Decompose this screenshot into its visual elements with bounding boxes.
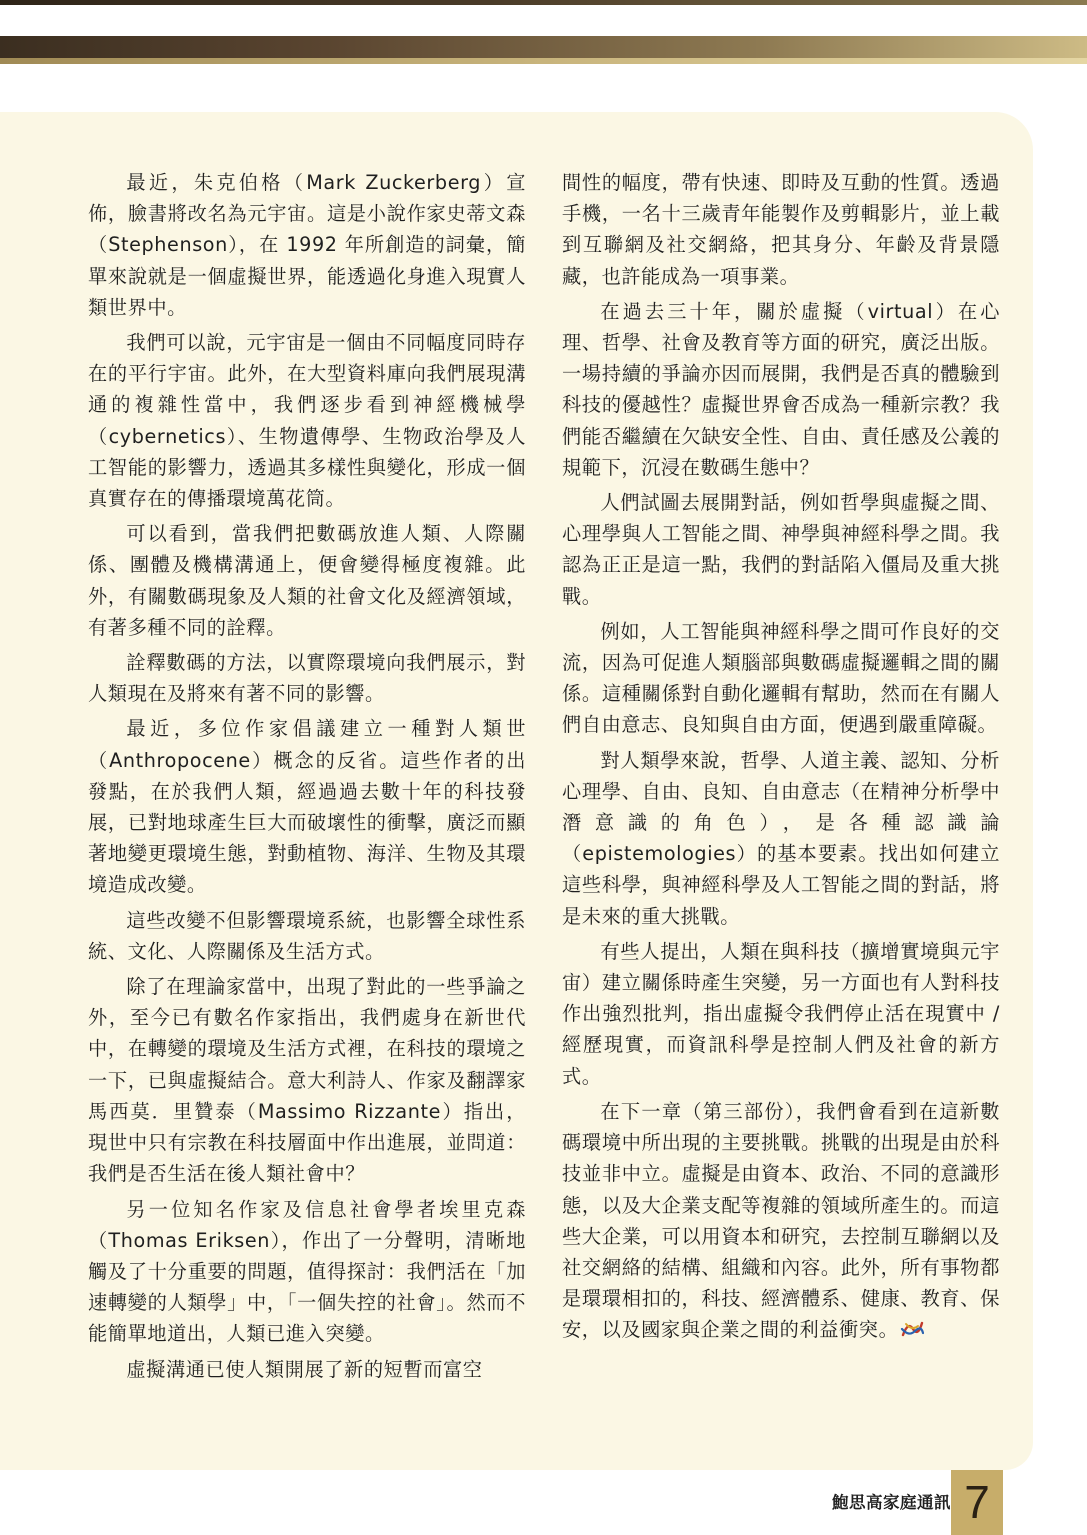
end-ornament-icon [900,1319,924,1339]
paragraph: 我們可以說，元宇宙是一個由不同幅度同時存在的平行宇宙。此外，在大型資料庫向我們展現溝通的複雜性當中，我們逐步看到神經機械學（cybernetics）、生物遺傳學、生物政治學及人工智能的影響力，透過其多樣性與變化，形成一個真實存在的傳播環境萬花筒。 [88,331,526,511]
paragraph: 這些改變不但影響環境系統，也影響全球性系統、文化、人際關係及生活方式。 [88,908,526,963]
paragraph: 除了在理論家當中，出現了對此的一些爭論之外，至今已有數名作家指出，我們處身在新世代中，在轉變的環境及生活方式裡，在科技的環境之一下，已與虛擬結合。意大利詩人、作家及翻譯家馬西莫．里贊泰（Massimo Rizzante）指出，現世中只有宗教在科技層面中作出進展，並問道：我們是否生活在後人類社會中？ [88,975,526,1186]
paragraph: 人們試圖去展開對話，例如哲學與虛擬之間、心理學與人工智能之間、神學與神經科學之間。我認為正正是這一點，我們的對話陷入僵局及重大挑戰。 [562,491,1000,608]
paragraph: 有些人提出，人類在與科技（擴增實境與元宇宙）建立關係時產生突變，另一方面也有人對科技作出強烈批判，指出虛擬令我們停止活在現實中 / 經歷現實，而資訊科學是控制人們及社會的新方式。 [562,939,1000,1088]
page-number: 7 [951,1470,1003,1535]
paragraph: 對人類學來說，哲學、人道主義、認知、分析心理學、自由、良知、自由意志（在精神分析學中潛意識的角色），是各種認識論（epistemologies）的基本要素。找出如何建立這些科學，與神經科學及人工智能之間的對話，將是未來的重大挑戰。 [562,748,1000,928]
article-column-right [562,167,1000,1350]
header-band [0,0,1087,70]
header-band-gold-edge [0,58,1087,64]
paragraph-last [562,1096,1000,1346]
paragraph: 可以看到，當我們把數碼放進人類、人際關係、團體及機構溝通上，便會變得極度複雜。此外，有關數碼現象及人類的社會文化及經濟領域，有著多種不同的詮釋。 [88,522,526,639]
paragraph: 詮釋數碼的方法，以實際環境向我們展示，對人類現在及將來有著不同的影響。 [88,651,526,706]
paragraph: 虛擬溝通已使人類開展了新的短暫而富空 [126,1357,483,1381]
paragraph: 例如，人工智能與神經科學之間可作良好的交流，因為可促進人類腦部與數碼虛擬邏輯之間的關係。這種關係對自動化邏輯有幫助，然而在有關人們自由意志、良知與自由方面，便遇到嚴重障礙。 [562,619,1000,737]
paragraph: 在過去三十年，關於虛擬（virtual）在心理、哲學、社會及教育等方面的研究，廣泛出版。一場持續的爭論亦因而展開，我們是否真的體驗到科技的優越性？虛擬世界會否成為一種新宗教？我們能否繼續在欠缺安全性、自由、責任感及公義的規範下，沉浸在數碼生態中？ [562,299,1000,479]
paragraph: 最近，朱克伯格（Mark Zuckerberg）宣佈，臉書將改名為元宇宙。這是小說作家史蒂文森（Stephenson），在 1992 年所創造的詞彙，簡單來說就是一個虛擬世界，能透過化身進入現實人類世界中。 [88,171,526,319]
header-band-strip [0,36,1087,58]
paragraph: 最近，多位作家倡議建立一種對人類世（Anthropocene）概念的反省。這些作者的出發點，在於我們人類，經過過去數十年的科技發展，已對地球產生巨大而破壞性的衝擊，廣泛而顯著地變更環境生態，對動植物、海洋、生物及其環境造成改變。 [88,717,526,897]
publication-title: 鮑思高家庭通訊 [832,1493,951,1512]
paragraph: 另一位知名作家及信息社會學者埃里克森（Thomas Eriksen），作出了一分聲明，清晰地觸及了十分重要的問題，值得探討：我們活在「加速轉變的人類學」中，「一個失控的社會」。然而不能簡單地道出，人類已進入突變。 [88,1197,526,1346]
paragraph-last-text: 在下一章（第三部份），我們會看到在這新數碼環境中所出現的主要挑戰。挑戰的出現是由於科技並非中立。虛擬是由資本、政治、不同的意識形態，以及大企業支配等複雜的領域所產生的。而這些大企業，可以用資本和研究，去控制互聯網以及社交網絡的結構、組織和內容。此外，所有事物都是環環相扣的，科技、經濟體系、健康、教育、保安，以及國家與企業之間的利益衝突。 [562,1099,1000,1342]
article-column-left [88,167,526,1389]
header-band-top-line [0,0,1087,5]
paragraph-continued: 間性的幅度，帶有快速、即時及互動的性質。透過手機，一名十三歲青年能製作及剪輯影片，並上載到互聯網及社交網絡，把其身分、年齡及背景隱藏，也許能成為一項事業。 [562,171,1000,288]
